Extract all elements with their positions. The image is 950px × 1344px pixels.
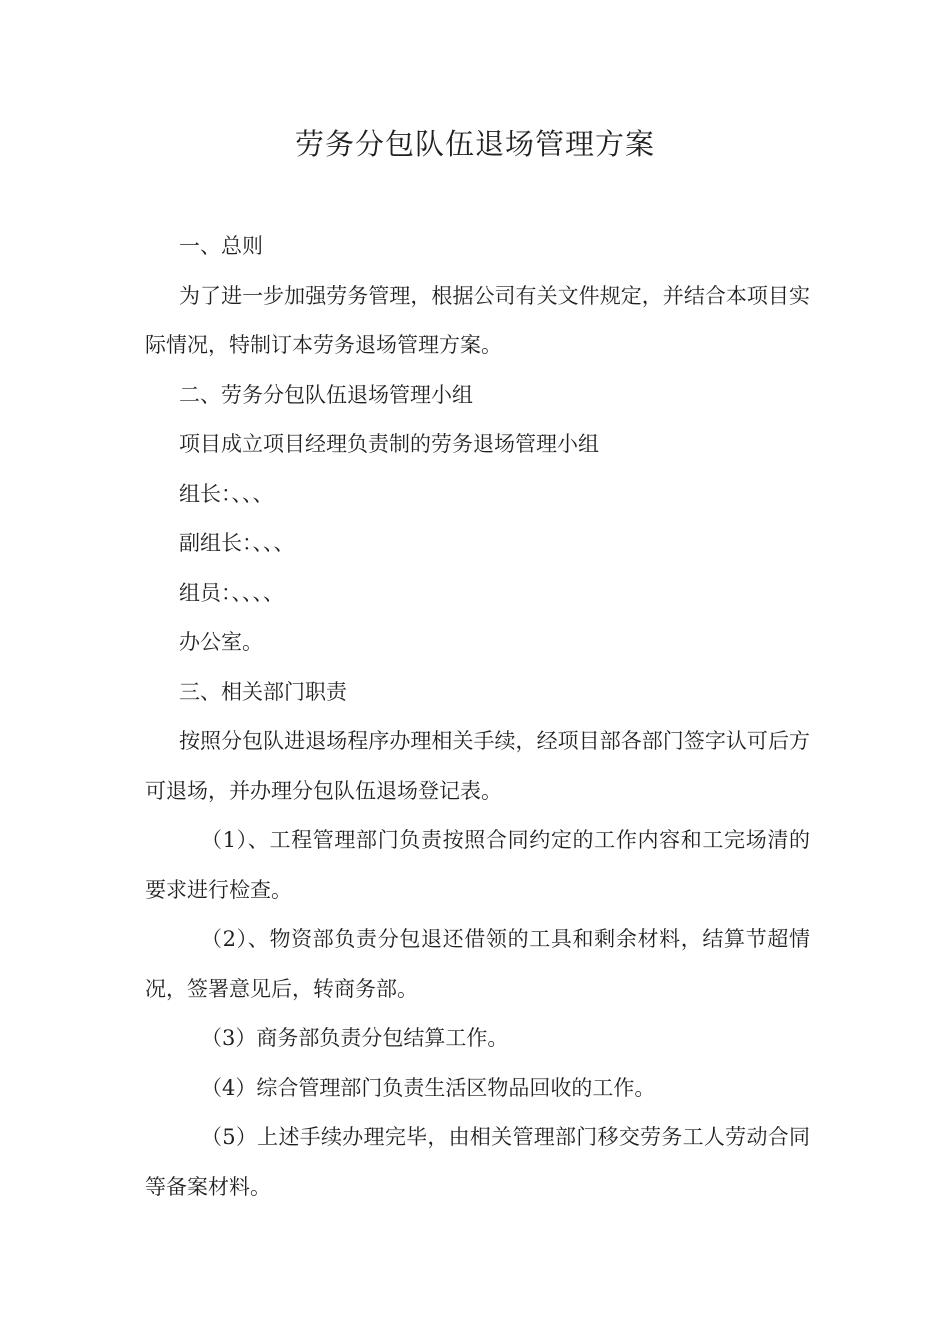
duty-item-4: （4）综合管理部门负责生活区物品回收的工作。 [201,1075,656,1100]
section-heading-general: 一、总则 [179,234,263,258]
document-body [145,222,810,1212]
duty-item-5: （5）上述手续办理完毕，由相关管理部门移交劳务工人劳动合同等备案材料。 [145,1125,810,1199]
paragraph-procedure: 按照分包队进退场程序办理相关手续，经项目部各部门签字认可后方可退场，并办理分包队伍退场登记表。 [145,729,810,803]
deputy-leader-line: 副组长：、、、 [179,531,295,555]
team-leader-line: 组长：、、、 [179,481,274,506]
duty-item-3: （3）商务部负责分包结算工作。 [201,1026,509,1050]
office-line: 办公室。 [179,630,263,654]
duty-item-1: （1）、工程管理部门负责按照合同约定的工作内容和工完场清的要求进行检查。 [145,828,810,902]
section-heading-team: 二、劳务分包队伍退场管理小组 [179,382,473,407]
section-heading-duties: 三、相关部门职责 [179,679,347,704]
duty-item-2: （2）、物资部负责分包退还借领的工具和剩余材料，结算节超情况，签署意见后，转商务部。 [145,927,810,1001]
paragraph-purpose: 为了进一步加强劳务管理，根据公司有关文件规定，并结合本项目实际情况，特制订本劳务退场管理方案。 [145,283,810,357]
team-members-line: 组员：、、、、 [179,580,284,605]
document-title: 劳务分包队伍退场管理方案 [294,127,655,161]
paragraph-team-setup: 项目成立项目经理负责制的劳务退场管理小组 [179,432,599,456]
